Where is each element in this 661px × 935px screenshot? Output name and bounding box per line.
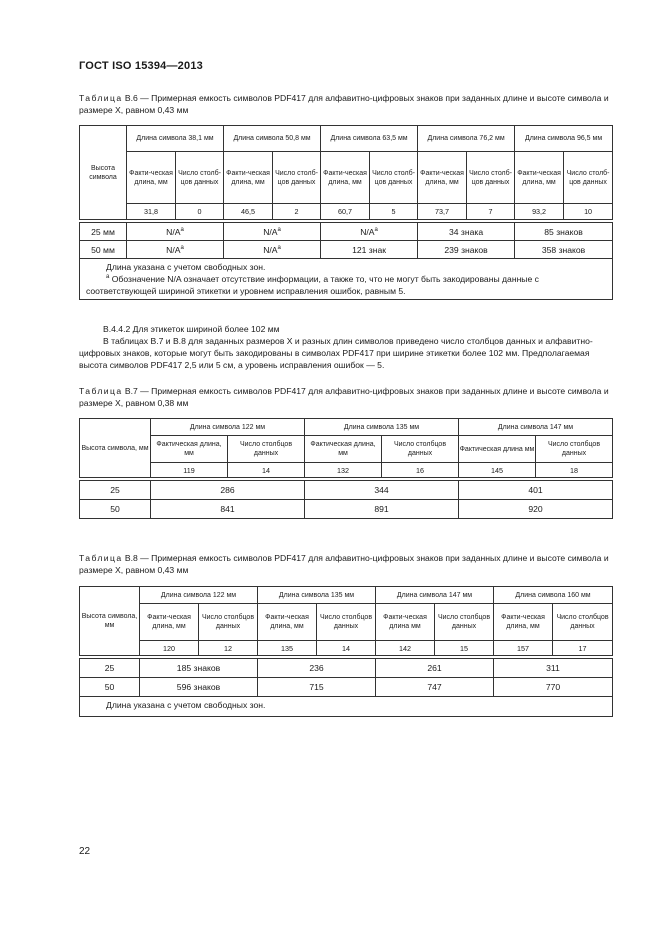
value-cell: 16: [382, 463, 459, 478]
capacity-cell: 185 знаков: [140, 659, 258, 678]
value-cell: 31,8: [127, 204, 176, 220]
subheader: Фактическая длина мм: [459, 436, 536, 463]
subheader: Число столбцов данных: [553, 604, 613, 641]
value-cell: 142: [376, 641, 435, 656]
capacity-cell: 358 знаков: [515, 241, 613, 259]
note-free-zones: Длина указана с учетом свободных зон.: [106, 700, 266, 710]
subheader: Фактическая длина, мм: [305, 436, 382, 463]
subheader: Факти-ческая длина, мм: [418, 152, 467, 204]
subheader: Факти-ческая длина, мм: [127, 152, 176, 204]
subheader: Число столб-цов данных: [370, 152, 418, 204]
value-cell: 10: [564, 204, 613, 220]
group-header: Длина символа 122 мм: [151, 419, 305, 436]
table-b8-caption: [79, 552, 612, 576]
value-cell: 73,7: [418, 204, 467, 220]
value-cell: 60,7: [321, 204, 370, 220]
row-height-label: 50: [80, 500, 151, 519]
group-header: Длина символа 50,8 мм: [224, 126, 321, 152]
value-cell: 15: [435, 641, 494, 656]
table-row: [80, 659, 613, 678]
value-cell: 7: [467, 204, 515, 220]
table-b8-caption-lead: Таблица: [79, 553, 123, 563]
capacity-cell: 770: [494, 678, 613, 697]
table-row: [80, 678, 613, 697]
table-b8: [79, 586, 613, 717]
group-header: Длина символа 96,5 мм: [515, 126, 613, 152]
table-row: [80, 500, 613, 519]
subheader: Число столбцов данных: [228, 436, 305, 463]
group-header: Длина символа 147 мм: [459, 419, 613, 436]
value-cell: 18: [536, 463, 613, 478]
subheader: Число столбцов данных: [435, 604, 494, 641]
subheader: Число столб-цов данных: [467, 152, 515, 204]
table-notes: [80, 259, 613, 300]
capacity-cell: 344: [305, 481, 459, 500]
capacity-cell: 286: [151, 481, 305, 500]
capacity-cell: $N/A^a$: [224, 241, 321, 259]
section-title: В.4.4.2 Для этикеток шириной более 102 мм: [103, 324, 280, 334]
group-header: Длина символа 160 мм: [494, 587, 613, 604]
section-text: В таблицах В.7 и В.8 для заданных размеров X и разных длин символов приведено число столбцов данных и алфавитно-цифровых знаков, которые могут быть закодированы в символах PDF417 при ширине этикетки более 102 мм. Предполагаемая высота символов PDF417 2,5 или 5 см, а уровень исправления ошибок — 5.: [79, 336, 593, 370]
table-b7-caption: [79, 385, 612, 409]
row-height-label: 25 мм: [80, 223, 127, 241]
capacity-cell: $N/A^a$: [321, 223, 418, 241]
subheader: Число столб-цов данных: [273, 152, 321, 204]
document-header: ГОСТ ISO 15394—2013: [79, 60, 203, 72]
capacity-cell: $N/A^a$: [224, 223, 321, 241]
subheader: Факти-ческая длина, мм: [494, 604, 553, 641]
value-cell: 46,5: [224, 204, 273, 220]
table-notes: [80, 697, 613, 717]
group-header: Длина символа 38,1 мм: [127, 126, 224, 152]
value-cell: 132: [305, 463, 382, 478]
table-b7-caption-lead: Таблица: [79, 386, 123, 396]
height-header: Высота символа: [80, 126, 127, 220]
value-cell: 2: [273, 204, 321, 220]
note-na: $^a$ Обозначение N/A означает отсутствие информации, а также то, что не могут быть закодированы данные с соответствующей шириной этикетки и уровнем исправления ошибок, равным 5.: [86, 274, 539, 296]
table-row: [80, 223, 613, 241]
table-b6-caption-lead: Таблица: [79, 93, 123, 103]
capacity-cell: 34 знака: [418, 223, 515, 241]
table-b7-caption-text: В.7 — Примерная емкость символов PDF417 для алфавитно-цифровых знаков при заданных длине и высоте символа и размере X, равном 0,38 мм: [79, 386, 609, 408]
subheader: Число столбцов данных: [382, 436, 459, 463]
group-header: Длина символа 135 мм: [258, 587, 376, 604]
capacity-cell: 311: [494, 659, 613, 678]
table-b8-caption-text: В.8 — Примерная емкость символов PDF417 для алфавитно-цифровых знаков при заданных длине и высоте символа и размере X, равном 0,43 мм: [79, 553, 609, 575]
height-header: Высота символа, мм: [80, 419, 151, 478]
page-number: 22: [79, 846, 91, 857]
capacity-cell: 236: [258, 659, 376, 678]
value-cell: 17: [553, 641, 613, 656]
table-row: [80, 481, 613, 500]
capacity-cell: 596 знаков: [140, 678, 258, 697]
subheader: Факти-ческая длина, мм: [515, 152, 564, 204]
capacity-cell: 239 знаков: [418, 241, 515, 259]
subheader: Факти-ческая длина, мм: [224, 152, 273, 204]
subheader: Число столб-цов данных: [564, 152, 613, 204]
value-cell: 93,2: [515, 204, 564, 220]
group-header: Длина символа 63,5 мм: [321, 126, 418, 152]
table-b6-caption-text: В.6 — Примерная емкость символов PDF417 для алфавитно-цифровых знаков при заданных длине и высоте символа и размере X, равном 0,43 мм: [79, 93, 609, 115]
capacity-cell: 401: [459, 481, 613, 500]
value-cell: 14: [228, 463, 305, 478]
value-cell: 12: [199, 641, 258, 656]
capacity-cell: 891: [305, 500, 459, 519]
capacity-cell: 841: [151, 500, 305, 519]
row-height-label: 50: [80, 678, 140, 697]
height-header: Высота символа, мм: [80, 587, 140, 656]
value-cell: 0: [176, 204, 224, 220]
capacity-cell: 85 знаков: [515, 223, 613, 241]
table-b7: [79, 418, 613, 519]
subheader: Факти-ческая длина, мм: [321, 152, 370, 204]
subheader: Число столбцов данных: [536, 436, 613, 463]
capacity-cell: 121 знак: [321, 241, 418, 259]
group-header: Длина символа 122 мм: [140, 587, 258, 604]
subheader: Число столбцов данных: [199, 604, 258, 641]
subheader: Факти-ческая длина, мм: [258, 604, 317, 641]
value-cell: 120: [140, 641, 199, 656]
capacity-cell: $N/A^a$: [127, 223, 224, 241]
capacity-cell: 715: [258, 678, 376, 697]
group-header: Длина символа 76,2 мм: [418, 126, 515, 152]
row-height-label: 25: [80, 659, 140, 678]
subheader: Факти-ческая длина мм: [376, 604, 435, 641]
note-free-zones: Длина указана с учетом свободных зон.: [106, 262, 266, 272]
group-header: Длина символа 135 мм: [305, 419, 459, 436]
capacity-cell: 261: [376, 659, 494, 678]
capacity-cell: $N/A^a$: [127, 241, 224, 259]
table-b6-caption: [79, 92, 612, 116]
value-cell: 157: [494, 641, 553, 656]
value-cell: 14: [317, 641, 376, 656]
row-height-label: 50 мм: [80, 241, 127, 259]
subheader: Фактическая длина, мм: [151, 436, 228, 463]
capacity-cell: 920: [459, 500, 613, 519]
value-cell: 119: [151, 463, 228, 478]
row-height-label: 25: [80, 481, 151, 500]
table-b6: [79, 125, 613, 300]
table-row: [80, 241, 613, 259]
section-b442: [79, 323, 612, 371]
capacity-cell: 747: [376, 678, 494, 697]
value-cell: 135: [258, 641, 317, 656]
subheader: Число столб-цов данных: [176, 152, 224, 204]
subheader: Факти-ческая длина, мм: [140, 604, 199, 641]
value-cell: 5: [370, 204, 418, 220]
group-header: Длина символа 147 мм: [376, 587, 494, 604]
subheader: Число столбцов данных: [317, 604, 376, 641]
value-cell: 145: [459, 463, 536, 478]
